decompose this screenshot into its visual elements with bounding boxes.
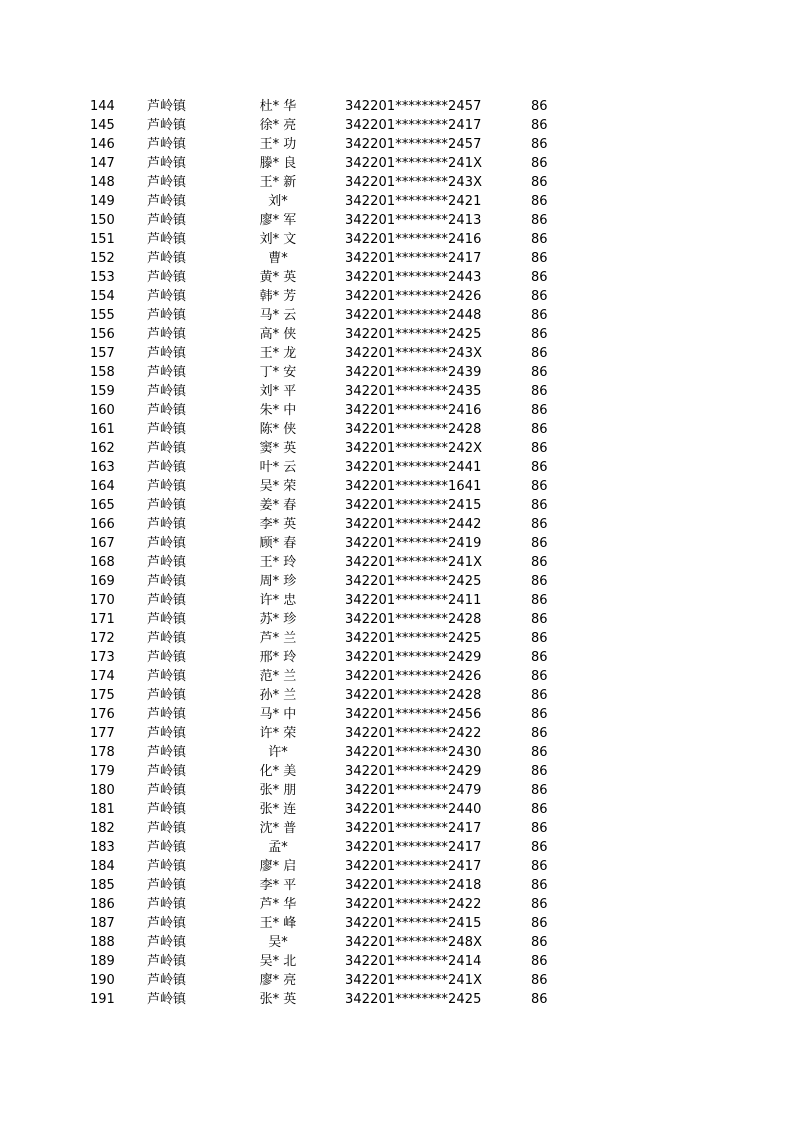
score-cell: 86 [531,783,548,798]
id-number-cell: 342201********2422 [345,897,482,912]
score-cell: 86 [531,422,548,437]
town-cell: 芦岭镇 [147,479,187,494]
score-cell: 86 [531,802,548,817]
name-cell: 张* 英 [259,992,297,1007]
town-cell: 芦岭镇 [147,251,187,266]
row-number: 159 [90,384,115,399]
id-number-cell: 342201********2425 [345,992,482,1007]
score-cell: 86 [531,555,548,570]
id-number-cell: 342201********241X [345,973,483,988]
row-number: 147 [90,156,115,171]
score-cell: 86 [531,517,548,532]
name-cell: 丁* 安 [259,365,297,380]
town-cell: 芦岭镇 [147,992,187,1007]
score-cell: 86 [531,688,548,703]
table-row [0,952,793,971]
name-cell: 刘* [268,194,288,209]
name-cell: 刘* 平 [259,384,297,399]
name-cell: 范* 兰 [259,669,297,684]
town-cell: 芦岭镇 [147,365,187,380]
id-number-cell: 342201********2417 [345,859,482,874]
town-cell: 芦岭镇 [147,99,187,114]
row-number: 151 [90,232,115,247]
row-number: 170 [90,593,115,608]
score-cell: 86 [531,954,548,969]
id-number-cell: 342201********2416 [345,403,482,418]
name-cell: 孟* [268,840,288,855]
table-row [0,211,793,230]
score-cell: 86 [531,821,548,836]
name-cell: 吴* 北 [259,954,297,969]
town-cell: 芦岭镇 [147,555,187,570]
score-cell: 86 [531,327,548,342]
row-number: 179 [90,764,115,779]
name-cell: 韩* 芳 [259,289,297,304]
name-cell: 许* [268,745,288,760]
score-cell: 86 [531,441,548,456]
town-cell: 芦岭镇 [147,669,187,684]
table-row [0,591,793,610]
table-row [0,344,793,363]
town-cell: 芦岭镇 [147,536,187,551]
name-cell: 邢* 玲 [259,650,297,665]
town-cell: 芦岭镇 [147,840,187,855]
row-number: 183 [90,840,115,855]
score-cell: 86 [531,897,548,912]
id-number-cell: 342201********2479 [345,783,482,798]
town-cell: 芦岭镇 [147,232,187,247]
table-row [0,895,793,914]
table-row [0,325,793,344]
table-row [0,458,793,477]
table-row [0,97,793,116]
row-number: 180 [90,783,115,798]
row-number: 144 [90,99,115,114]
row-number: 171 [90,612,115,627]
row-number: 146 [90,137,115,152]
table-row [0,781,793,800]
row-number: 185 [90,878,115,893]
score-cell: 86 [531,289,548,304]
row-number: 168 [90,555,115,570]
table-row [0,382,793,401]
town-cell: 芦岭镇 [147,726,187,741]
id-number-cell: 342201********2421 [345,194,482,209]
table-row [0,249,793,268]
town-cell: 芦岭镇 [147,175,187,190]
id-number-cell: 342201********2439 [345,365,482,380]
score-cell: 86 [531,403,548,418]
score-cell: 86 [531,213,548,228]
town-cell: 芦岭镇 [147,916,187,931]
table-row [0,515,793,534]
name-cell: 徐* 亮 [259,118,297,133]
name-cell: 滕* 良 [259,156,297,171]
table-row [0,116,793,135]
score-cell: 86 [531,764,548,779]
table-row [0,971,793,990]
name-cell: 沈* 普 [259,821,297,836]
id-number-cell: 342201********2411 [345,593,482,608]
id-number-cell: 342201********242X [345,441,483,456]
name-cell: 王* 龙 [259,346,297,361]
table-row [0,401,793,420]
row-number: 164 [90,479,115,494]
table-row [0,135,793,154]
row-number: 175 [90,688,115,703]
row-number: 172 [90,631,115,646]
score-cell: 86 [531,137,548,152]
id-number-cell: 342201********243X [345,346,483,361]
town-cell: 芦岭镇 [147,878,187,893]
score-cell: 86 [531,460,548,475]
name-cell: 王* 功 [259,137,297,152]
name-cell: 马* 云 [259,308,297,323]
town-cell: 芦岭镇 [147,422,187,437]
id-number-cell: 342201********2440 [345,802,482,817]
town-cell: 芦岭镇 [147,460,187,475]
id-number-cell: 342201********248X [345,935,483,950]
town-cell: 芦岭镇 [147,593,187,608]
name-cell: 吴* [268,935,288,950]
id-number-cell: 342201********2448 [345,308,482,323]
row-number: 191 [90,992,115,1007]
row-number: 187 [90,916,115,931]
town-cell: 芦岭镇 [147,897,187,912]
table-row [0,629,793,648]
id-number-cell: 342201********2442 [345,517,482,532]
name-cell: 朱* 中 [259,403,297,418]
row-number: 155 [90,308,115,323]
table-row [0,933,793,952]
row-number: 184 [90,859,115,874]
id-number-cell: 342201********2416 [345,232,482,247]
score-cell: 86 [531,99,548,114]
score-cell: 86 [531,232,548,247]
score-cell: 86 [531,859,548,874]
id-number-cell: 342201********2414 [345,954,482,969]
name-cell: 黄* 英 [259,270,297,285]
row-number: 182 [90,821,115,836]
id-number-cell: 342201********243X [345,175,483,190]
score-cell: 86 [531,650,548,665]
table-row [0,553,793,572]
id-number-cell: 342201********2456 [345,707,482,722]
name-cell: 李* 平 [259,878,297,893]
town-cell: 芦岭镇 [147,745,187,760]
table-row [0,496,793,515]
name-cell: 高* 侠 [259,327,297,342]
table-row [0,876,793,895]
table-body [0,97,793,1009]
score-cell: 86 [531,878,548,893]
id-number-cell: 342201********2422 [345,726,482,741]
score-cell: 86 [531,707,548,722]
town-cell: 芦岭镇 [147,783,187,798]
town-cell: 芦岭镇 [147,403,187,418]
id-number-cell: 342201********2457 [345,137,482,152]
row-number: 158 [90,365,115,380]
row-number: 178 [90,745,115,760]
name-cell: 芦* 华 [259,897,297,912]
data-table [0,97,793,1009]
row-number: 148 [90,175,115,190]
table-row [0,990,793,1009]
name-cell: 孙* 兰 [259,688,297,703]
score-cell: 86 [531,251,548,266]
score-cell: 86 [531,384,548,399]
score-cell: 86 [531,631,548,646]
score-cell: 86 [531,365,548,380]
score-cell: 86 [531,745,548,760]
id-number-cell: 342201********2425 [345,574,482,589]
name-cell: 刘* 文 [259,232,297,247]
id-number-cell: 342201********2428 [345,688,482,703]
name-cell: 廖* 启 [259,859,297,874]
table-row [0,724,793,743]
row-number: 177 [90,726,115,741]
table-row [0,667,793,686]
name-cell: 窦* 英 [259,441,297,456]
town-cell: 芦岭镇 [147,631,187,646]
row-number: 150 [90,213,115,228]
table-row [0,306,793,325]
row-number: 188 [90,935,115,950]
town-cell: 芦岭镇 [147,213,187,228]
score-cell: 86 [531,593,548,608]
table-row [0,534,793,553]
row-number: 165 [90,498,115,513]
table-row [0,857,793,876]
row-number: 156 [90,327,115,342]
name-cell: 许* 忠 [259,593,297,608]
table-row [0,154,793,173]
id-number-cell: 342201********2429 [345,650,482,665]
name-cell: 马* 中 [259,707,297,722]
town-cell: 芦岭镇 [147,194,187,209]
table-row [0,572,793,591]
score-cell: 86 [531,840,548,855]
id-number-cell: 342201********2417 [345,118,482,133]
id-number-cell: 342201********2415 [345,916,482,931]
score-cell: 86 [531,479,548,494]
town-cell: 芦岭镇 [147,973,187,988]
name-cell: 许* 荣 [259,726,297,741]
name-cell: 廖* 亮 [259,973,297,988]
row-number: 181 [90,802,115,817]
row-number: 162 [90,441,115,456]
row-number: 153 [90,270,115,285]
town-cell: 芦岭镇 [147,327,187,342]
row-number: 169 [90,574,115,589]
id-number-cell: 342201********2418 [345,878,482,893]
id-number-cell: 342201********2443 [345,270,482,285]
id-number-cell: 342201********2426 [345,669,482,684]
table-row [0,420,793,439]
row-number: 157 [90,346,115,361]
town-cell: 芦岭镇 [147,707,187,722]
town-cell: 芦岭镇 [147,346,187,361]
town-cell: 芦岭镇 [147,859,187,874]
row-number: 163 [90,460,115,475]
name-cell: 廖* 军 [259,213,297,228]
score-cell: 86 [531,973,548,988]
row-number: 149 [90,194,115,209]
row-number: 152 [90,251,115,266]
table-row [0,230,793,249]
row-number: 145 [90,118,115,133]
row-number: 190 [90,973,115,988]
table-row [0,439,793,458]
table-row [0,610,793,629]
town-cell: 芦岭镇 [147,612,187,627]
name-cell: 张* 朋 [259,783,297,798]
table-row [0,838,793,857]
town-cell: 芦岭镇 [147,764,187,779]
table-row [0,819,793,838]
name-cell: 陈* 侠 [259,422,297,437]
id-number-cell: 342201********2413 [345,213,482,228]
row-number: 174 [90,669,115,684]
table-row [0,686,793,705]
table-row [0,363,793,382]
name-cell: 化* 美 [259,764,297,779]
score-cell: 86 [531,346,548,361]
name-cell: 吴* 荣 [259,479,297,494]
name-cell: 王* 峰 [259,916,297,931]
score-cell: 86 [531,992,548,1007]
name-cell: 顾* 春 [259,536,297,551]
town-cell: 芦岭镇 [147,498,187,513]
score-cell: 86 [531,118,548,133]
id-number-cell: 342201********2435 [345,384,482,399]
score-cell: 86 [531,726,548,741]
town-cell: 芦岭镇 [147,802,187,817]
id-number-cell: 342201********2428 [345,612,482,627]
name-cell: 曹* [268,251,288,266]
town-cell: 芦岭镇 [147,156,187,171]
id-number-cell: 342201********241X [345,555,483,570]
table-row [0,268,793,287]
id-number-cell: 342201********2426 [345,289,482,304]
town-cell: 芦岭镇 [147,517,187,532]
town-cell: 芦岭镇 [147,574,187,589]
score-cell: 86 [531,574,548,589]
id-number-cell: 342201********2415 [345,498,482,513]
name-cell: 周* 珍 [259,574,297,589]
table-row [0,648,793,667]
table-row [0,173,793,192]
town-cell: 芦岭镇 [147,308,187,323]
name-cell: 芦* 兰 [259,631,297,646]
id-number-cell: 342201********2457 [345,99,482,114]
score-cell: 86 [531,669,548,684]
score-cell: 86 [531,536,548,551]
row-number: 166 [90,517,115,532]
town-cell: 芦岭镇 [147,118,187,133]
score-cell: 86 [531,175,548,190]
table-row [0,287,793,306]
town-cell: 芦岭镇 [147,289,187,304]
name-cell: 王* 玲 [259,555,297,570]
town-cell: 芦岭镇 [147,441,187,456]
row-number: 167 [90,536,115,551]
id-number-cell: 342201********2417 [345,251,482,266]
town-cell: 芦岭镇 [147,650,187,665]
id-number-cell: 342201********2430 [345,745,482,760]
name-cell: 张* 连 [259,802,297,817]
name-cell: 李* 英 [259,517,297,532]
name-cell: 苏* 珍 [259,612,297,627]
town-cell: 芦岭镇 [147,954,187,969]
score-cell: 86 [531,194,548,209]
score-cell: 86 [531,935,548,950]
id-number-cell: 342201********2425 [345,631,482,646]
row-number: 173 [90,650,115,665]
row-number: 176 [90,707,115,722]
id-number-cell: 342201********1641 [345,479,482,494]
score-cell: 86 [531,612,548,627]
town-cell: 芦岭镇 [147,384,187,399]
score-cell: 86 [531,498,548,513]
table-row [0,743,793,762]
town-cell: 芦岭镇 [147,688,187,703]
id-number-cell: 342201********2417 [345,840,482,855]
town-cell: 芦岭镇 [147,270,187,285]
score-cell: 86 [531,156,548,171]
score-cell: 86 [531,916,548,931]
row-number: 154 [90,289,115,304]
row-number: 160 [90,403,115,418]
row-number: 189 [90,954,115,969]
row-number: 186 [90,897,115,912]
table-row [0,800,793,819]
score-cell: 86 [531,308,548,323]
name-cell: 杜* 华 [259,99,297,114]
table-row [0,192,793,211]
table-row [0,477,793,496]
id-number-cell: 342201********2441 [345,460,482,475]
id-number-cell: 342201********2428 [345,422,482,437]
id-number-cell: 342201********241X [345,156,483,171]
score-cell: 86 [531,270,548,285]
table-row [0,762,793,781]
id-number-cell: 342201********2417 [345,821,482,836]
id-number-cell: 342201********2419 [345,536,482,551]
name-cell: 姜* 春 [259,498,297,513]
id-number-cell: 342201********2429 [345,764,482,779]
row-number: 161 [90,422,115,437]
id-number-cell: 342201********2425 [345,327,482,342]
table-row [0,705,793,724]
town-cell: 芦岭镇 [147,935,187,950]
town-cell: 芦岭镇 [147,137,187,152]
town-cell: 芦岭镇 [147,821,187,836]
name-cell: 王* 新 [259,175,297,190]
table-row [0,914,793,933]
name-cell: 叶* 云 [259,460,297,475]
